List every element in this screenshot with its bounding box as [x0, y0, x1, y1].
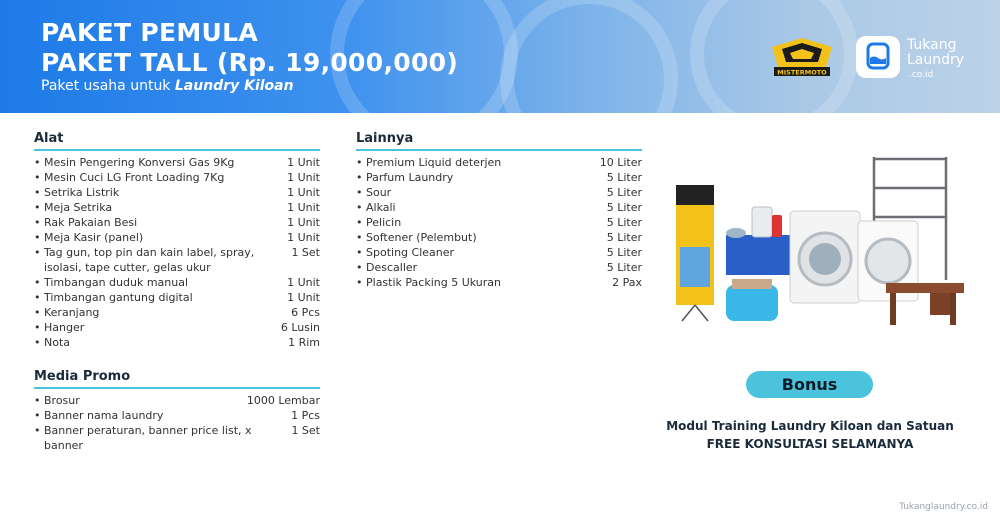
item-name: • Banner nama laundry	[34, 408, 163, 423]
list-item	[34, 290, 320, 305]
item-qty: 1 Rim	[288, 336, 320, 349]
item-name: • Keranjang	[34, 305, 99, 320]
item-name: • Descaller	[356, 260, 417, 275]
item-name: • Nota	[34, 335, 70, 350]
item-name: • Softener (Pelembut)	[356, 230, 477, 245]
section-divider	[34, 387, 320, 389]
item-qty: 5 Liter	[606, 246, 642, 259]
list-item	[34, 155, 320, 170]
item-qty: 1 Set	[291, 246, 320, 259]
item-name: • Hanger	[34, 320, 84, 335]
item-qty: 5 Liter	[606, 216, 642, 229]
item-name: • Mesin Cuci LG Front Loading 7Kg	[34, 170, 224, 185]
list-item	[356, 275, 642, 290]
section-lainnya	[356, 129, 642, 290]
subtitle-emphasis: Laundry Kiloan	[174, 78, 294, 94]
list-item	[34, 185, 320, 200]
tukang-laundry-logo-text	[907, 38, 964, 83]
list-item	[356, 200, 642, 215]
item-qty: 1 Unit	[287, 216, 320, 229]
item-qty: 1 Unit	[287, 156, 320, 169]
tukang-logo-domain: .co.id	[909, 70, 934, 80]
list-item	[34, 305, 320, 320]
item-name: • Premium Liquid deterjen	[356, 155, 501, 170]
tukang-logo-line1: Tukang	[907, 37, 957, 53]
item-name: • Plastik Packing 5 Ukuran	[356, 275, 501, 290]
page-title-line1: PAKET PEMULA	[41, 18, 259, 47]
item-qty: 1 Unit	[287, 171, 320, 184]
section-alat	[34, 129, 320, 350]
item-qty: 10 Liter	[599, 156, 642, 169]
list-item	[356, 215, 642, 230]
list-item	[34, 335, 320, 350]
alat-list	[34, 155, 320, 350]
mistermoto-logo-text: MISTERMOTO	[777, 68, 827, 77]
list-item	[356, 185, 642, 200]
section-title-media-promo: Media Promo	[34, 369, 131, 384]
media-promo-list	[34, 393, 320, 453]
tukang-logo-line2: Laundry	[907, 52, 965, 68]
item-name: • Meja Kasir (panel)	[34, 230, 143, 245]
item-qty: 1 Pcs	[291, 409, 320, 422]
item-qty: 1 Unit	[287, 291, 320, 304]
item-name: • Timbangan gantung digital	[34, 290, 193, 305]
item-qty: 6 Lusin	[280, 321, 320, 334]
item-qty: 1 Unit	[287, 276, 320, 289]
list-item	[34, 275, 320, 290]
item-qty: 5 Liter	[606, 261, 642, 274]
list-item	[34, 230, 320, 245]
list-item	[34, 200, 320, 215]
item-name: • Parfum Laundry	[356, 170, 453, 185]
lainnya-list	[356, 155, 642, 290]
page-title-line2: PAKET TALL (Rp. 19,000,000)	[41, 48, 459, 77]
section-title-lainnya: Lainnya	[356, 131, 414, 146]
section-title-alat: Alat	[34, 131, 64, 146]
footer-site: Tukanglaundry.co.id	[899, 502, 988, 512]
list-item	[34, 408, 320, 423]
section-media-promo	[34, 367, 320, 453]
item-qty: 1 Unit	[287, 231, 320, 244]
item-qty: 6 Pcs	[291, 306, 320, 319]
tukang-laundry-logo-icon	[856, 36, 900, 78]
item-name: • Sour	[356, 185, 391, 200]
mistermoto-logo-icon	[768, 35, 836, 79]
item-qty: 5 Liter	[606, 231, 642, 244]
list-item	[34, 393, 320, 408]
item-name: • Pelicin	[356, 215, 401, 230]
item-name: • Setrika Listrik	[34, 185, 119, 200]
section-divider	[34, 149, 320, 151]
section-divider	[356, 149, 642, 151]
list-item	[356, 155, 642, 170]
page-subtitle	[41, 78, 294, 94]
bonus-button[interactable]: Bonus	[746, 371, 873, 398]
item-name: • Brosur	[34, 393, 80, 408]
item-qty: 5 Liter	[606, 201, 642, 214]
item-qty: 1 Unit	[287, 201, 320, 214]
list-item	[356, 245, 642, 260]
item-qty: 2 Pax	[612, 276, 642, 289]
item-name: • Spoting Cleaner	[356, 245, 454, 260]
item-qty: 1 Unit	[287, 186, 320, 199]
item-qty: 1000 Lembar	[246, 394, 320, 407]
list-item	[34, 320, 320, 335]
header-banner	[0, 0, 1000, 113]
list-item	[356, 230, 642, 245]
list-item	[34, 170, 320, 185]
subtitle-prefix: Paket usaha untuk	[41, 78, 171, 94]
list-item	[34, 215, 320, 230]
laundry-equipment-illustration	[668, 155, 970, 325]
item-name: • Meja Setrika	[34, 200, 112, 215]
item-name: • Alkali	[356, 200, 396, 215]
list-item	[356, 260, 642, 275]
item-name: • Mesin Pengering Konversi Gas 9Kg	[34, 155, 234, 170]
bonus-line-1: Modul Training Laundry Kiloan dan Satuan	[666, 419, 954, 433]
item-qty: 1 Set	[291, 424, 320, 437]
item-name: • Timbangan duduk manual	[34, 275, 188, 290]
item-name: • Banner peraturan, banner price list, x banner	[34, 423, 291, 453]
bonus-line-2: FREE KONSULTASI SELAMANYA	[706, 437, 914, 451]
item-name: • Tag gun, top pin dan kain label, spray, isolasi, tape cutter, gelas ukur	[34, 245, 291, 275]
item-name: • Rak Pakaian Besi	[34, 215, 137, 230]
list-item	[34, 245, 320, 275]
item-qty: 5 Liter	[606, 171, 642, 184]
item-qty: 5 Liter	[606, 186, 642, 199]
list-item	[356, 170, 642, 185]
list-item	[34, 423, 320, 453]
